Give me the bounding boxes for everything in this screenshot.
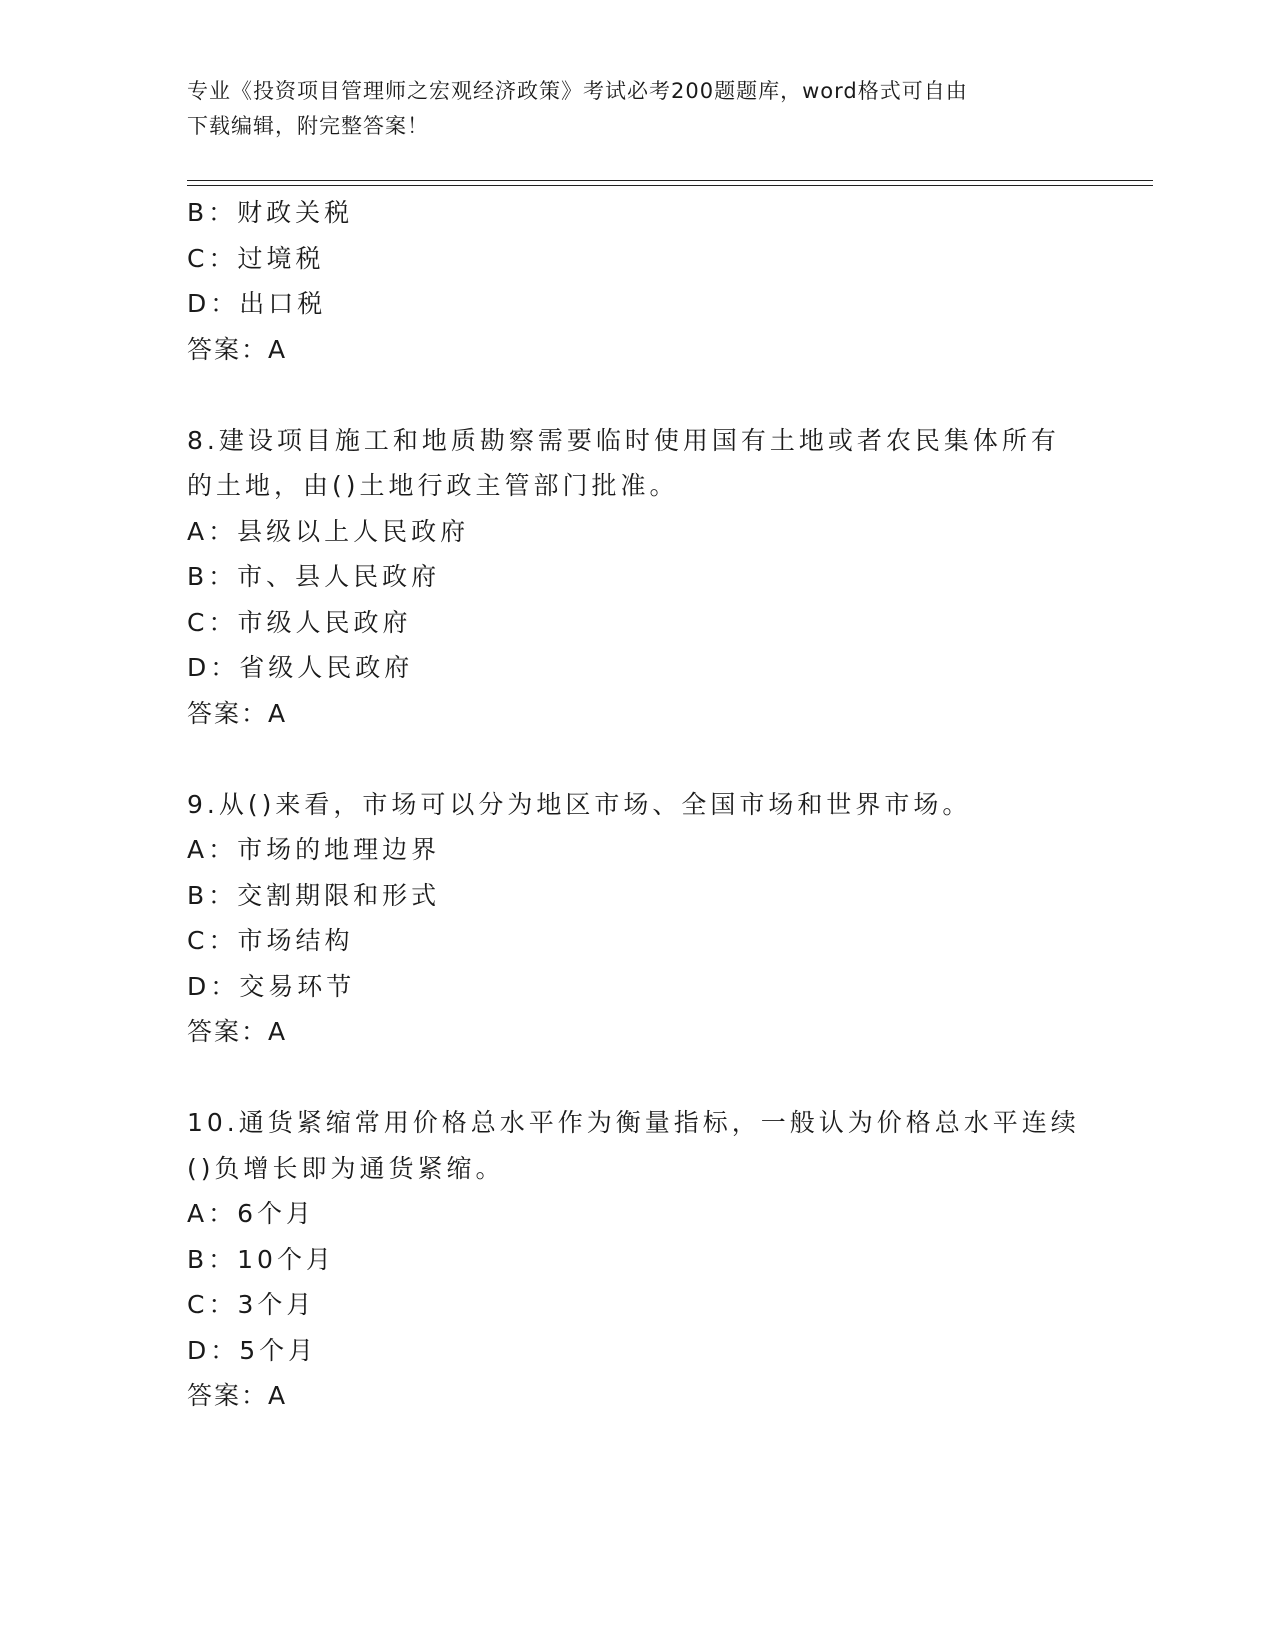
question-text-line-2: ()负增长即为通货紧缩。 xyxy=(187,1153,505,1183)
option-c: C：市级人民政府 xyxy=(187,607,412,637)
question-block-10 xyxy=(187,1100,1087,1419)
spacer xyxy=(187,1055,1087,1101)
option-b: B：交割期限和形式 xyxy=(187,880,441,910)
option-a: A：6个月 xyxy=(187,1199,316,1228)
question-text-line-1: 9.从()来看，市场可以分为地区市场、全国市场和世界市场。 xyxy=(187,789,972,819)
option-c: C：3个月 xyxy=(187,1290,316,1319)
spacer xyxy=(187,372,1087,418)
option-d: D：出口税 xyxy=(187,289,327,318)
question-block-9 xyxy=(187,782,1087,1055)
option-c: C：过境税 xyxy=(187,243,325,273)
answer-line: 答案：A xyxy=(187,1381,288,1410)
spacer xyxy=(187,736,1087,782)
answer-line: 答案：A xyxy=(187,698,288,728)
option-a: A：县级以上人民政府 xyxy=(187,516,470,546)
document-header xyxy=(187,74,1087,144)
option-a: A：市场的地理边界 xyxy=(187,835,441,864)
question-text-line-2: 的土地，由()土地行政主管部门批准。 xyxy=(187,471,679,500)
question-content xyxy=(187,190,1087,1419)
option-c: C：市场结构 xyxy=(187,926,354,955)
option-d: D：省级人民政府 xyxy=(187,653,414,682)
option-d: D：交易环节 xyxy=(187,971,356,1001)
header-rule-bottom xyxy=(187,185,1153,186)
answer-line: 答案：A xyxy=(187,334,288,364)
question-block-8 xyxy=(187,418,1087,737)
option-b: B：10个月 xyxy=(187,1244,335,1274)
question-block-7 xyxy=(187,190,1087,372)
question-text-line-1: 10.通货紧缩常用价格总水平作为衡量指标，一般认为价格总水平连续 xyxy=(187,1108,1080,1137)
header-line-1: 专业《投资项目管理师之宏观经济政策》考试必考200题题库，word格式可自由 xyxy=(187,79,968,103)
option-b: B：财政关税 xyxy=(187,198,354,227)
option-d: D：5个月 xyxy=(187,1335,318,1365)
question-text-line-1: 8.建设项目施工和地质勘察需要临时使用国有土地或者农民集体所有 xyxy=(187,425,1060,455)
answer-line: 答案：A xyxy=(187,1017,288,1046)
header-line-2: 下载编辑，附完整答案！ xyxy=(187,114,429,138)
option-b: B：市、县人民政府 xyxy=(187,562,441,591)
header-rule-top xyxy=(187,180,1153,181)
